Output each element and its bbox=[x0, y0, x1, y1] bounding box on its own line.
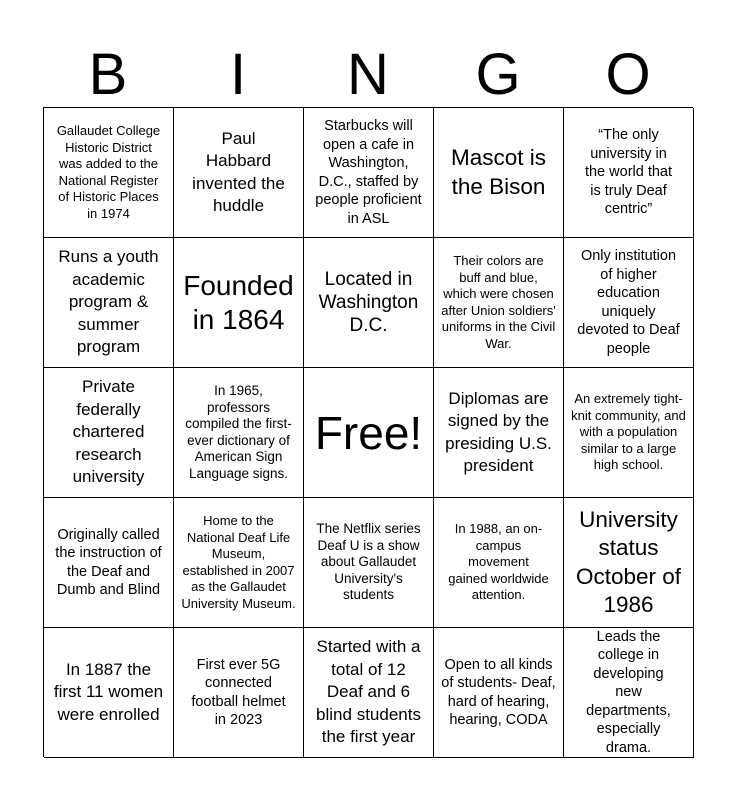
bingo-cell-r2-c4[interactable] bbox=[434, 238, 564, 368]
cell-text: Only institution of higher education uniquely devoted to Deaf people bbox=[577, 248, 680, 357]
cell-text: Leads the college in developing new departments, especially drama. bbox=[586, 628, 671, 756]
cell-text: Originally called the instruction of the Deaf and Dumb and Blind bbox=[55, 526, 162, 598]
bingo-cell-r2-c5[interactable] bbox=[564, 238, 694, 368]
bingo-cell-r3-c5[interactable] bbox=[564, 368, 694, 498]
header-letter-i: I bbox=[229, 42, 247, 107]
bingo-cell-r3-c2[interactable] bbox=[174, 368, 304, 498]
cell-text: Paul Habbard invented the huddle bbox=[192, 128, 285, 215]
bingo-cell-r2-c3[interactable] bbox=[304, 238, 434, 368]
cell-text: Open to all kinds of students- Deaf, hard of hearing, hearing, CODA bbox=[441, 656, 556, 728]
bingo-cell-r1-c4[interactable] bbox=[434, 108, 564, 238]
bingo-cell-r5-c3[interactable] bbox=[304, 628, 434, 758]
bingo-cell-r1-c3[interactable] bbox=[304, 108, 434, 238]
bingo-cell-r4-c4[interactable] bbox=[434, 498, 564, 628]
bingo-cell-r5-c4[interactable] bbox=[434, 628, 564, 758]
bingo-cell-r2-c2[interactable] bbox=[174, 238, 304, 368]
cell-text: In 1988, an on-campus movement gained worldwide attention. bbox=[448, 521, 549, 603]
cell-text: Their colors are buff and blue, which were chosen after Union soldiers' uniforms in the Civil War. bbox=[441, 253, 556, 351]
cell-text: Home to the National Deaf Life Museum, established in 2007 as the Gallaudet University Museum. bbox=[181, 513, 296, 611]
cell-text: First ever 5G connected football helmet in 2023 bbox=[191, 656, 286, 728]
cell-text: Gallaudet College Historic District was added to the National Register of Historic Places in 1974 bbox=[56, 123, 161, 221]
header-letter-g: G bbox=[475, 42, 521, 107]
bingo-cell-r4-c5[interactable] bbox=[564, 498, 694, 628]
bingo-cell-r4-c1[interactable] bbox=[44, 498, 174, 628]
cell-text: University status October of 1986 bbox=[575, 506, 682, 617]
cell-text: Located in Washington D.C. bbox=[318, 269, 419, 336]
header-letter-o: O bbox=[605, 42, 651, 107]
cell-text: Private federally chartered research university bbox=[72, 377, 145, 487]
bingo-cell-r3-c4[interactable] bbox=[434, 368, 564, 498]
bingo-cell-r1-c1[interactable] bbox=[44, 108, 174, 238]
cell-text: Founded in 1864 bbox=[183, 269, 294, 335]
bingo-cell-r5-c5[interactable] bbox=[564, 628, 694, 758]
cell-text: Diplomas are signed by the presiding U.S. president bbox=[445, 388, 552, 475]
cell-text: An extremely tight-knit community, and with a population similar to a large high school. bbox=[571, 391, 686, 473]
bingo-cell-r5-c2[interactable] bbox=[174, 628, 304, 758]
cell-text: The Netflix series Deaf U is a show about Gallaudet University's students bbox=[316, 521, 421, 603]
bingo-header bbox=[43, 42, 693, 108]
bingo-cell-r4-c3[interactable] bbox=[304, 498, 434, 628]
header-letter-n: N bbox=[347, 42, 389, 107]
cell-text: In 1965, professors compiled the first-ever dictionary of American Sign Language signs. bbox=[185, 383, 292, 481]
bingo-cell-r1-c5[interactable] bbox=[564, 108, 694, 238]
bingo-cell-r5-c1[interactable] bbox=[44, 628, 174, 758]
cell-text: Runs a youth academic program & summer program bbox=[58, 247, 159, 357]
cell-text: “The only university in the world that is truly Deaf centric” bbox=[584, 127, 673, 218]
bingo-cell-r3-c1[interactable] bbox=[44, 368, 174, 498]
bingo-card bbox=[43, 107, 693, 757]
cell-text: Mascot is the Bison bbox=[450, 145, 547, 199]
cell-text: Started with a total of 12 Deaf and 6 blind students the first year bbox=[316, 637, 421, 747]
cell-text: Free! bbox=[314, 406, 423, 459]
bingo-cell-r4-c2[interactable] bbox=[174, 498, 304, 628]
bingo-cell-r1-c2[interactable] bbox=[174, 108, 304, 238]
bingo-cell-r3-c3-free[interactable] bbox=[304, 368, 434, 498]
cell-text: Starbucks will open a cafe in Washington, D.C., staffed by people proficient in ASL bbox=[315, 118, 422, 227]
header-letter-b: B bbox=[88, 42, 128, 107]
bingo-cell-r2-c1[interactable] bbox=[44, 238, 174, 368]
cell-text: In 1887 the first 11 women were enrolled bbox=[53, 659, 164, 724]
